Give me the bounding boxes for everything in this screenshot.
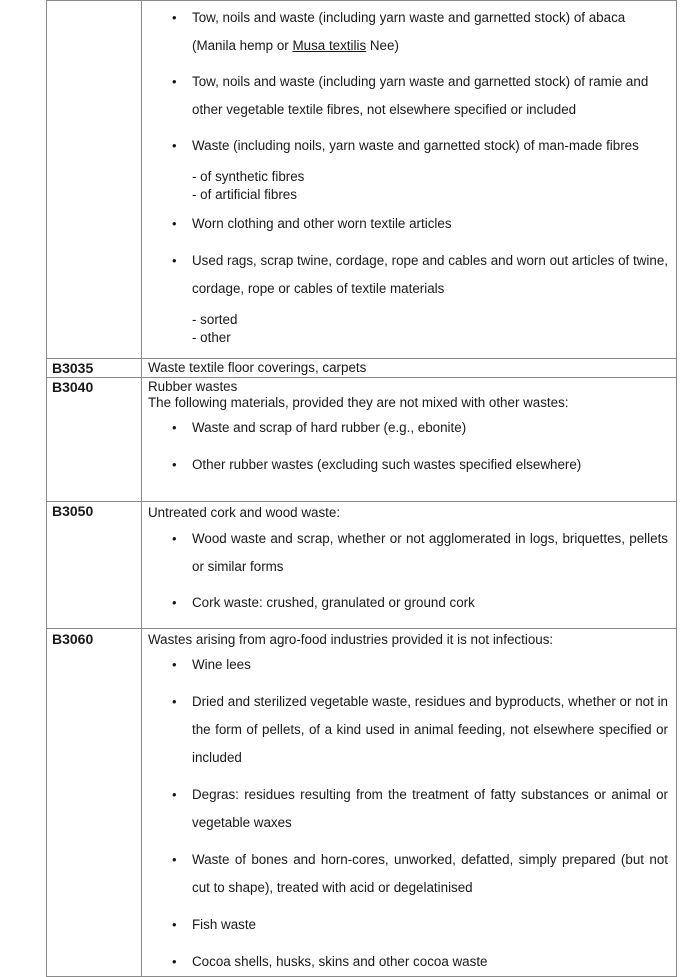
code-cell bbox=[47, 1, 142, 359]
description-cell bbox=[142, 502, 677, 629]
bullet-list bbox=[142, 414, 676, 479]
item-text: Tow, noils and waste (including yarn waste and garnetted stock) of abaca (Manila hemp or bbox=[192, 10, 626, 53]
row-title: Waste textile floor coverings, carpets bbox=[148, 360, 367, 375]
description-cell bbox=[142, 378, 677, 502]
item-text: Nee) bbox=[366, 38, 399, 53]
list-item: • Waste and scrap of hard rubber (e.g., ebonite) bbox=[142, 414, 676, 442]
waste-list-table bbox=[46, 0, 677, 977]
table-row bbox=[47, 378, 677, 502]
bullet-list bbox=[142, 1, 676, 160]
sub-item: - of synthetic fibres bbox=[192, 169, 305, 184]
list-item: • Worn clothing and other worn textile articles bbox=[142, 210, 676, 238]
sub-item: - other bbox=[192, 330, 231, 345]
bullet-list bbox=[142, 525, 676, 617]
list-item: • Degras: residues resulting from the treatment of fatty substances or animal or vegetable waxes bbox=[142, 781, 676, 837]
bullet-list bbox=[142, 210, 676, 303]
code-cell: B3050 bbox=[47, 502, 142, 629]
code-cell: B3035 bbox=[47, 359, 142, 378]
code-cell: B3060 bbox=[47, 629, 142, 977]
list-item: • Wood waste and scrap, whether or not agglomerated in logs, briquettes, pellets or similar forms bbox=[142, 525, 676, 581]
list-item bbox=[142, 4, 676, 60]
row-title: Rubber wastes bbox=[148, 379, 238, 394]
list-item: • Waste (including noils, yarn waste and garnetted stock) of man-made fibres bbox=[142, 132, 676, 160]
row-title: Wastes arising from agro-food industries provided it is not infectious: bbox=[148, 632, 554, 647]
table-row bbox=[47, 359, 677, 378]
list-item: • Used rags, scrap twine, cordage, rope and cables and worn out articles of twine, cordage, rope or cables of textile materials bbox=[142, 247, 676, 303]
row-title: Untreated cork and wood waste: bbox=[148, 505, 341, 520]
list-item: • Cork waste: crushed, granulated or ground cork bbox=[142, 589, 676, 617]
description-cell bbox=[142, 359, 677, 378]
code-cell: B3040 bbox=[47, 378, 142, 502]
list-item: • Wine lees bbox=[142, 651, 676, 679]
description-cell bbox=[142, 629, 677, 977]
table-row bbox=[47, 629, 677, 977]
sub-item: - of artificial fibres bbox=[192, 187, 297, 202]
list-item: • Waste of bones and horn-cores, unworked, defatted, simply prepared (but not cut to shape), treated with acid or degelatinised bbox=[142, 846, 676, 902]
table-row bbox=[47, 502, 677, 629]
list-item: • Dried and sterilized vegetable waste, residues and byproducts, whether or not in the form of pellets, of a kind used in animal feeding, not elsewhere specified or included bbox=[142, 688, 676, 772]
list-item: • Tow, noils and waste (including yarn waste and garnetted stock) of ramie and other vegetable textile fibres, not elsewhere specified or included bbox=[142, 68, 676, 124]
table-row bbox=[47, 1, 677, 359]
list-item: • Cocoa shells, husks, skins and other cocoa waste bbox=[142, 948, 676, 976]
list-item: • Fish waste bbox=[142, 911, 676, 939]
description-cell bbox=[142, 1, 677, 359]
sub-item: - sorted bbox=[192, 312, 238, 327]
list-item: • Other rubber wastes (excluding such wastes specified elsewhere) bbox=[142, 451, 676, 479]
underlined-latin-name: Musa textilis bbox=[292, 38, 367, 53]
bullet-list bbox=[142, 651, 676, 976]
row-intro: The following materials, provided they are not mixed with other wastes: bbox=[148, 395, 569, 410]
